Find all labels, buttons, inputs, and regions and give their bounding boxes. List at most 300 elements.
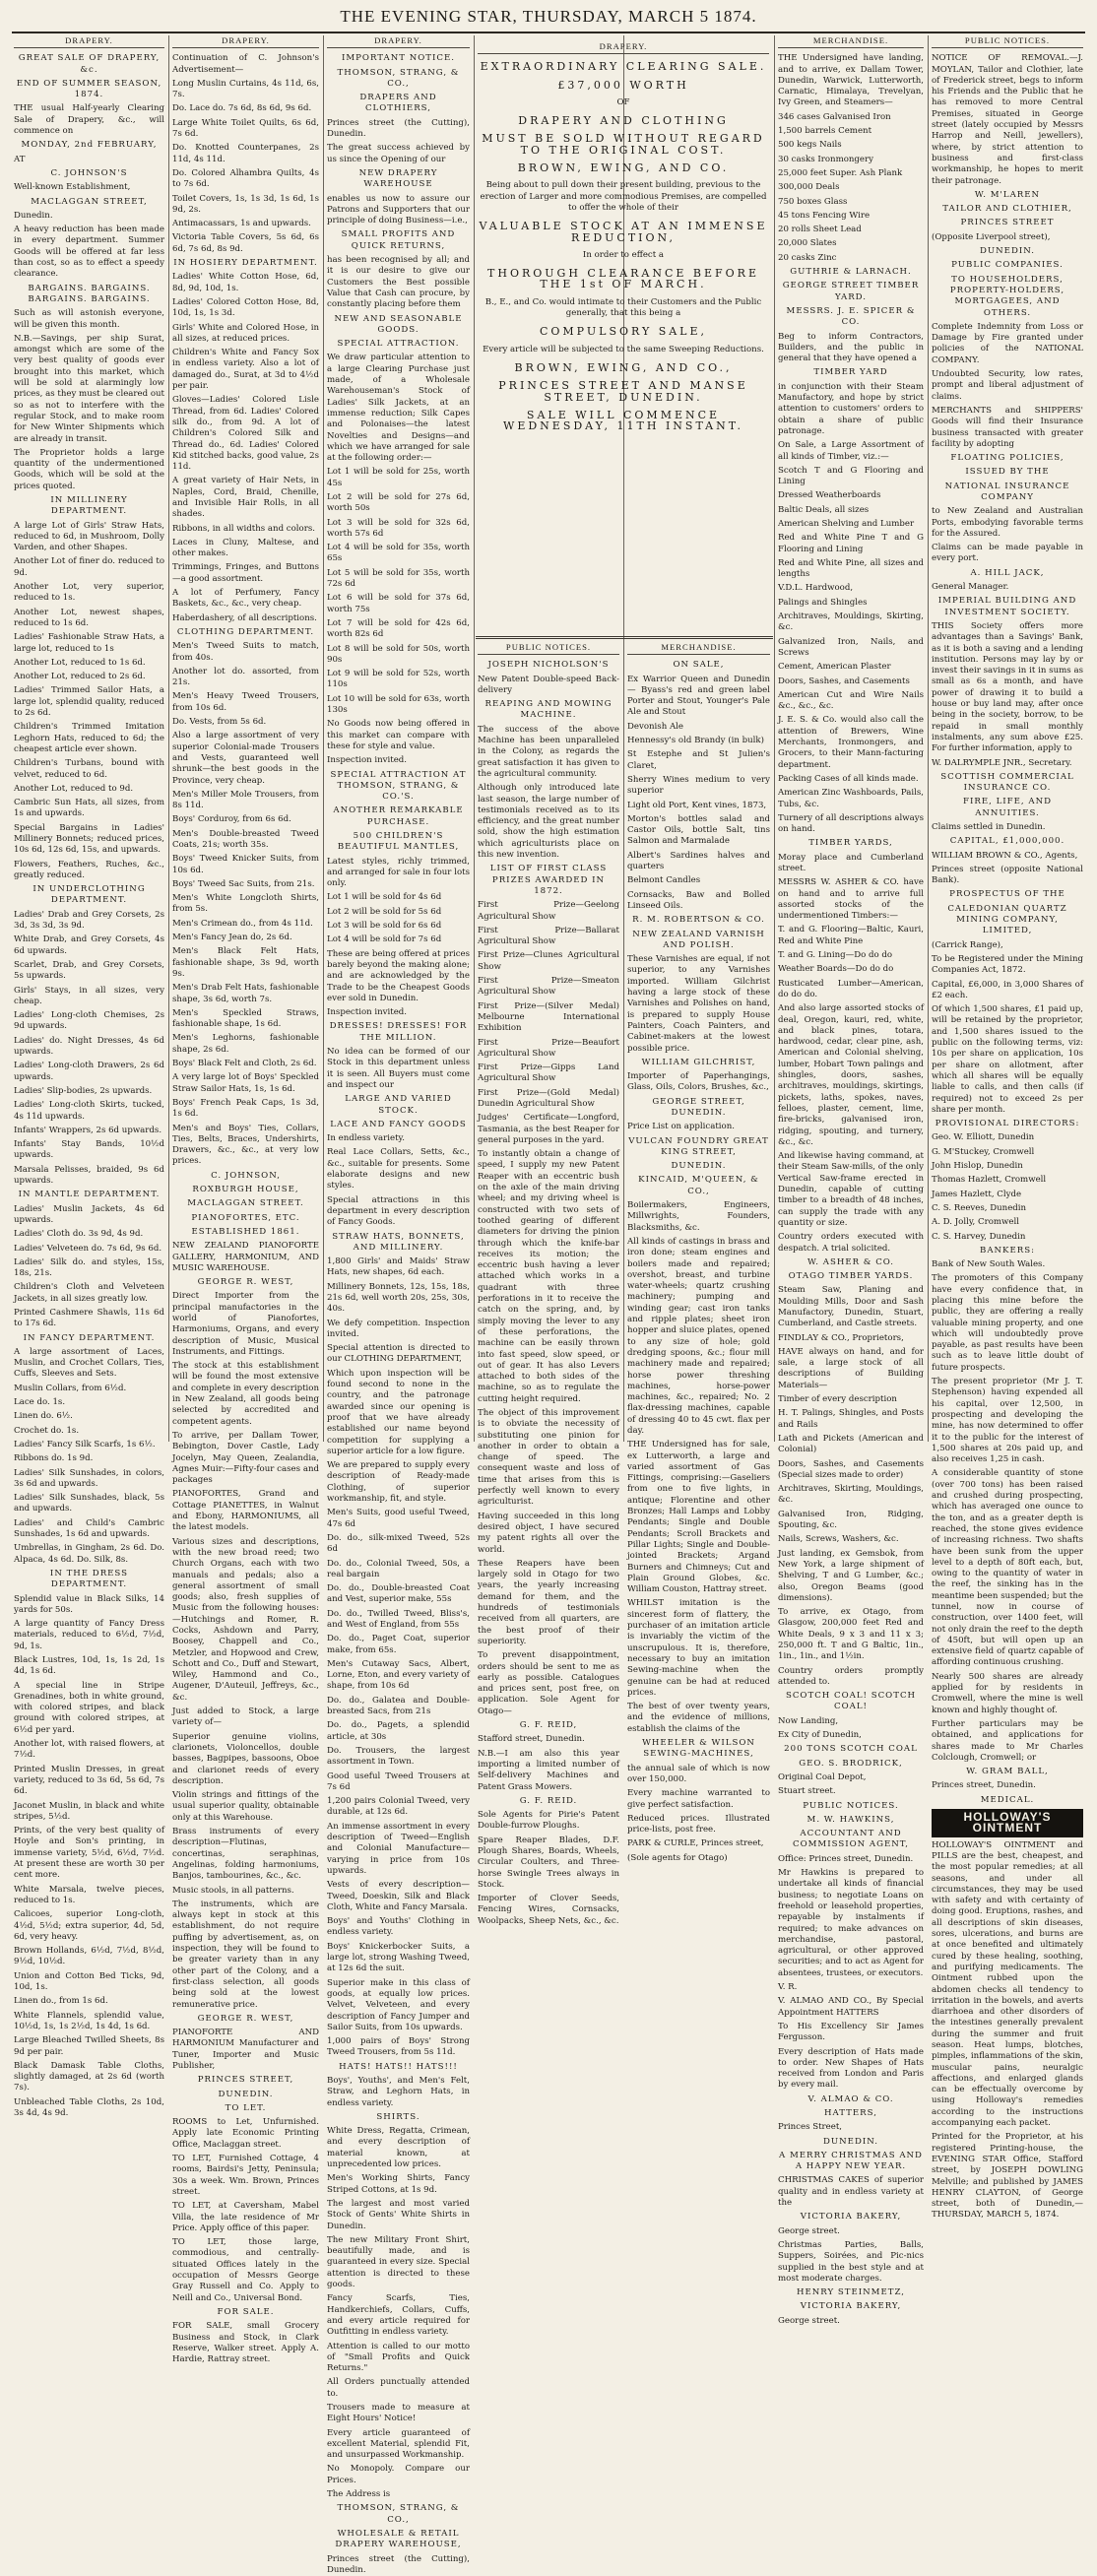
ad-text-line: Complete Indemnity from Loss or Damage by Fire granted under policies of the NATIONAL COMPANY. (932, 321, 1083, 365)
ad-text-line: Various sizes and descriptions, with the new broad reed; two Church Organs, each with two manuals and pedals; also a general assortment of small goods; also, fresh supplies of Music from the following houses:—Hutchings and Romer, R. Cocks, Ashdown and Parry, Boosey, Chappell and Co., Metzler, and Hopwood and Crew, Schott and Co., Duff and Stewart, Wiley, Hammond and Co., Augener, D'Auteuil, Jeffreys, &c., &c. (172, 1536, 319, 1703)
column-drapery-thomson-strang (327, 35, 470, 2575)
ad-heading-line: CLOTHING DEPARTMENT. (176, 626, 315, 637)
ad-text-line: Another Lot, reduced to 2s 6d. (14, 672, 146, 682)
ad-text-line: The best of over twenty years, and the evidence of millions, establish the claims of the (627, 1702, 770, 1734)
ad-text-line: A considerable quantity of stone (over 700 tons) has been raised and crushed during prospecting, which has averaged one ounce to the ton, and as a greater depth is reached, the stone gives evidence of increasing richness. Two shafts have been sunk from the upper level to a depth of 80ft each, but, owing to the quantity of water in the reef, the sinking has in the meantime been suspended; but the tunnel, now in course of construction, over 1400 feet, will not only drain the reef to the depth of 450ft, but will open up an extensive field of quartz capable of affording continuous crushing. (932, 1468, 1083, 1668)
ad-text-line: Lace do. 1s. (14, 1397, 66, 1408)
ad-text-line: Ladies' Velveteen do. 7s 6d, 9s 6d. (14, 1243, 162, 1254)
ad-text-line: Men's Leghorns, fashionable shape, 2s 6d. (172, 1033, 319, 1055)
ad-text-line: Ladies' Cloth do. 3s 9d, 4s 9d. (14, 1229, 144, 1240)
ad-text-line: Of which 1,500 shares, £1 paid up, will be retained by the proprietor, and 1,500 shares issued to the public on the following terms, viz: 10s per share on application, 10s per share on allotment, after which all shares will be equally liable to calls, and then calls (if required) not to exceed 2s per share per month. (932, 1004, 1083, 1115)
ad-heading-line: IN THE DRESS DEPARTMENT. (49, 1568, 129, 1590)
holloway-banner: HOLLOWAY'S OINTMENT (932, 1809, 1083, 1837)
ad-text-line: And also large assorted stocks of deal, Oregon, kauri, red, white, and black pines, totara, hardwood, cedar, clear pine, ash, American and Colonial shelving, lumber, Hobart Town palings and shingles, doors, sashes, architraves, mouldings, skirtings, pickets, laths, spokes, naves, felloes, plaster, cement, lime, fire-bricks, galvanised iron, ridging, spouting, and turnery, &c., &c. (778, 1003, 924, 1147)
ad-text-line: The stock at this establishment will be found the most extensive and complete in every description in New Zealand, all goods being selected by accredited and competent agents. (172, 1361, 319, 1427)
ad-text-line: PIANOFORTE AND HARMONIUM Manufacturer and Tuner, Importer and Music Publisher, (172, 2028, 319, 2071)
ad-text-line: Lath and Pickets (American and Colonial) (778, 1433, 924, 1455)
ad-text-line: Lot 7 will be sold for 42s 6d, worth 82s 6d (327, 617, 470, 640)
ad-text-line: Palings and Shingles (778, 597, 868, 608)
ad-heading-line: VULCAN FOUNDRY GREAT KING STREET, (628, 1135, 769, 1157)
ad-text-line: Black Lustres, 10d, 1s, 1s 2d, 1s 4d, 1s 6d. (14, 1655, 164, 1677)
ad-text-line: Red and White Pine T and G Flooring and Lining (778, 533, 924, 554)
ad-heading-line: DUNEDIN. (823, 2136, 878, 2147)
ad-heading-line: HATS! HATS!! HATS!!! (339, 2061, 458, 2072)
ad-text-line: American Cut and Wire Nails &c., &c., &c. (778, 689, 924, 712)
ad-heading-line: DUNEDIN. (218, 2089, 274, 2099)
ad-text-line: the annual sale of which is now over 150,000. (627, 1763, 770, 1784)
ad-heading-line: MESSRS. J. E. SPICER & CO. (786, 305, 916, 328)
ad-text-line: John Hislop, Dunedin (932, 1161, 1023, 1172)
ad-text-line: T. and G. Flooring—Baltic, Kauri, Red and White Pine (778, 925, 924, 946)
ad-text-line: Do. do., silk-mixed Tweed, 52s 6d (327, 1532, 470, 1555)
ad-text-line: G. M'Stuckey, Cromwell (932, 1146, 1035, 1157)
ad-text-line: Country orders executed with despatch. A trial solicited. (778, 1232, 924, 1254)
ad-heading-line: G. F. REID, (519, 1720, 578, 1731)
ad-text-line: The Proprietor holds a large quantity of the undermentioned Goods, which will be sold at the prices quoted. (14, 447, 164, 491)
ad-text-line: A heavy reduction has been made in every department. Summer Goods will be offered at far less than cost, so as to effect a speedy clearance. (14, 225, 164, 280)
ad-heading-line: IMPERIAL BUILDING AND INVESTMENT SOCIETY. (937, 596, 1077, 617)
ad-text-line: FOR SALE, small Grocery Business and Stock, in Clark Reserve, Walker street. Apply A. Hardie, Rattray street. (172, 2321, 319, 2365)
ad-text-line: The present proprietor (Mr J. T. Stephenson) having expended all his capital, over 12,500, in prospecting and developing the mine, has now determined to offer it to the public for the interest of 1,500 shares at 20s paid up, and also receives 1,25 in cash. (932, 1377, 1083, 1465)
ad-heading-line: GEORGE STREET, DUNEDIN. (652, 1096, 745, 1118)
ad-text-line: Infants' Stay Bands, 10½d upwards. (14, 1139, 164, 1161)
ad-heading-line: WILLIAM GILCHRIST, (641, 1057, 756, 1067)
ad-text-line: 25,000 feet Super. Ash Plank (778, 167, 903, 178)
ad-text-line: Children's White and Fancy Sox in endless variety. Also a lot of damaged do., Surat, at 3d to 4½d per pair. (172, 348, 319, 392)
ad-heading-line: DRAPERY AND CLOTHING (518, 114, 729, 128)
ad-text-line: Do. do., Colonial Tweed, 50s, a real bargain (327, 1558, 470, 1579)
ad-text-line: has been recognised by all; and it is our desire to give our Customers the Best possible Value that Cash can procure, by constantly placing before them (327, 255, 470, 310)
ad-text-line: Haberdashery, of all descriptions. (172, 612, 317, 623)
ad-text-line: Ladies' Colored Cotton Hose, 8d, 10d, 1s, 1s 3d. (172, 296, 319, 319)
ad-text-line: Dunedin. (14, 210, 53, 221)
ad-text-line: Do. do., Pagets, a splendid article, at 30s (327, 1720, 470, 1742)
ad-heading-line: W. GRAM BALL, (966, 1767, 1049, 1777)
ad-text-line: Ladies' do. Night Dresses, 4s 6d upwards. (14, 1035, 164, 1058)
ad-text-line: Boys' Corduroy, from 6s 6d. (172, 814, 291, 825)
ad-text-line: Ribbons do. 1s 9d. (14, 1453, 94, 1464)
ad-heading-line: ESTABLISHED 1861. (191, 1226, 300, 1237)
ad-text-line: Lot 1 will be sold for 4s 6d (327, 892, 442, 903)
ad-text-line: Boys' Tweed Sac Suits, from 21s. (172, 878, 315, 889)
article-body (172, 53, 319, 2365)
ad-text-line: Children's Cloth and Velveteen Jackets, in all sizes greatly low. (14, 1282, 164, 1304)
ad-text-line: 45 tons Fencing Wire (778, 210, 871, 221)
ad-text-line: 1,200 pairs Colonial Tweed, very durable, at 12s 6d. (327, 1796, 470, 1818)
ad-text-line: White Drab, and Grey Corsets, 4s 6d upwards. (14, 934, 164, 956)
ad-heading-line: BROWN, EWING, AND CO., (514, 360, 733, 374)
ad-text-line: Another lot do. assorted, from 21s. (172, 666, 319, 688)
ad-text-line: Just added to Stock, a large variety of— (172, 1707, 319, 1728)
ad-text-line: We are prepared to supply every description of Ready-made Clothing, of superior workmanship, fit, and style. (327, 1460, 470, 1505)
ad-heading-line: W. ASHER & CO. (807, 1256, 895, 1267)
ad-text-line: Special attention is directed to our CLOTHING DEPARTMENT, (327, 1343, 470, 1365)
ad-text-line: B., E., and Co. would intimate to their Customers and the Public generally, that this being a (484, 296, 762, 319)
ad-text-line: Lot 4 will be sold for 7s 6d (327, 934, 442, 945)
ad-heading-line: GUTHRIE & LARNACH. (790, 267, 912, 278)
ad-heading-line: DUNEDIN. (980, 246, 1035, 257)
ad-heading-line: IN FANCY DEPARTMENT. (23, 1332, 156, 1343)
ad-text-line: Inspection invited. (327, 755, 408, 766)
ad-text-line: Nearly 500 shares are already applied for by residents in Cromwell, where the mine is well known and highly thought of. (932, 1671, 1083, 1715)
ad-text-line: TO LET, Furnished Cottage, 4 rooms, Bairdsi's Jetty, Peninsula; 30s a week. Wm. Brown, Princes street. (172, 2154, 319, 2197)
ad-text-line: Scotch T and G Flooring and Lining (778, 465, 924, 487)
section-heading: DRAPERY. (14, 35, 164, 48)
ad-heading-line: GREAT SALE OF DRAPERY, &c. (18, 53, 161, 75)
ad-text-line: Another Lot, reduced to 1s 6d. (14, 657, 146, 668)
ad-text-line: V.D.L. Hardwood, (778, 583, 854, 594)
ad-text-line: Architraves, Skirting, Mouldings, &c. (778, 1484, 924, 1506)
ad-text-line: Children's Trimmed Imitation Leghorn Hats, reduced to 6d; the cheapest article ever shown. (14, 722, 164, 754)
ad-heading-line: 200 TONS SCOTCH COAL (784, 1744, 918, 1755)
ad-text-line: Devonish Ale (627, 721, 684, 732)
ad-text-line: Ladies' Fancy Silk Scarfs, 1s 6½. (14, 1439, 156, 1449)
ad-text-line: TO LET, those large, commodious, and centrally-situated Offices lately in the occupation of Messrs George Gray Russell and Co. Apply to Neill and Co., Universal Bond. (172, 2237, 319, 2303)
ad-text-line: H. T. Palings, Shingles, and Posts and Rails (778, 1408, 924, 1430)
ad-heading-line: TO LET. (225, 2102, 267, 2113)
ad-text-line: George street. (778, 2225, 840, 2236)
ad-text-line: In order to effect a (582, 249, 665, 260)
article-body (932, 53, 1083, 2221)
column-merchandise-timber (778, 35, 924, 2326)
ad-text-line: Direct Importer from the principal manufactories in the world of Pianofortes, Harmoniums, Organs, and every description of Music, Musical Instruments, and Fittings. (172, 1291, 319, 1357)
ad-text-line: Turnery of all descriptions always on hand. (778, 812, 924, 835)
ad-text-line: W. DALRYMPLE JNR., Secretary. (932, 757, 1072, 768)
ad-text-line: Inspection invited. (327, 1007, 408, 1018)
ad-text-line: To arrive, per Dallam Tower, Bebington, Dover Castle, Lady Jocelyn, May Queen, Zealandia, Agnes Muir:—Fifty-four cases and packages (172, 1430, 319, 1486)
ad-text-line: Sherry Wines medium to very superior (627, 774, 770, 797)
ad-text-line: MESSRS W. ASHER & CO. have on hand and to arrive full assorted stocks of the undermentioned Timbers:— (778, 877, 924, 922)
ad-text-line: Another Lot, reduced to 9d. (14, 783, 134, 794)
ad-text-line: A large Lot of Girls' Straw Hats, reduced to 6d, in Mushroom, Dolly Varden, and other Shapes. (14, 520, 164, 553)
ad-text-line: Girls' White and Colored Hose, in all sizes, at reduced prices. (172, 322, 319, 344)
ad-heading-line: IMPORTANT NOTICE. (341, 53, 456, 64)
column-merchandise-lower (627, 642, 770, 1863)
ad-text-line: V. R. (778, 1982, 798, 1993)
article-body (327, 53, 470, 2576)
ad-text-line: Capital, £6,000, in 3,000 Shares of £2 each. (932, 979, 1083, 1000)
ad-text-line: Ribbons, in all widths and colors. (172, 523, 315, 534)
ad-heading-line: SCOTTISH COMMERCIAL INSURANCE CO. (940, 771, 1074, 794)
article-body (778, 53, 924, 2327)
ad-heading-line: NEW DRAPERY WAREHOUSE (358, 167, 438, 190)
ad-text-line: Men's Working Shirts, Fancy Striped Cottons, at 1s 9d. (327, 2173, 470, 2195)
column-public-notices-companies (932, 35, 1083, 2221)
ad-text-line: Mr Hawkins is prepared to undertake all kinds of financial business; to negotiate Loans on freehold or leasehold properties, repayable by instalments if required; to make advances on merchandise, pastoral, agricultural, or other approved securities; and to act as Agent for absentees, trustees, or executors. (778, 1868, 924, 1978)
ad-text-line: Superior make in this class of goods, at equally low prices. Velvet, Velveteen, and every description of Fancy Jumper and Sailor Suits, from 10s upwards. (327, 1977, 470, 2032)
ad-text-line: 20,000 Slates (778, 238, 837, 249)
ad-text-line: TO LET, at Caversham, Mabel Villa, the late residence of Mr Price. Apply office of this paper. (172, 2201, 319, 2233)
column-rule (928, 35, 929, 1442)
ad-text-line: Judges' Certificate—Longford, Tasmania, as the best Reaper for general purposes in the yard. (478, 1113, 619, 1145)
ad-heading-line: NEW AND SEASONABLE GOODS. (334, 313, 463, 335)
ad-text-line: 20 rolls Sheet Lead (778, 225, 862, 235)
ad-text-line: Belmont Candles (627, 875, 701, 886)
section-heading: DRAPERY. (172, 35, 319, 48)
ad-text-line: Fancy Scarfs, Ties, Handkerchiefs, Collars, Cuffs, and every article required for Outfitting in endless variety. (327, 2293, 470, 2338)
ad-text-line: Boilermakers, Engineers, Millwrights, Founders, Blacksmiths, &c. (627, 1200, 770, 1233)
ad-text-line: Importer of Clover Seeds, Fencing Wires, Cornsacks, Woolpacks, Sheep Nets, &c., &c. (478, 1894, 619, 1926)
ad-text-line: Hennessy's old Brandy (in bulk) (627, 736, 764, 746)
ad-text-line: J. E. S. & Co. would also call the attention of Brewers, Wine Merchants, Ironmongers, and Grocers, to their Mann-facturing department. (778, 715, 924, 770)
ad-text-line: THE Undersigned have landing, and to arrive, ex Dallam Tower, Dunedin, Warwick, Lutterworth, Carnatic, Himalaya, Trevelyan, Ivy Green, and Steamers— (778, 53, 924, 108)
ad-text-line: Bank of New South Wales. (932, 1259, 1046, 1270)
ad-text-line: Men's and Boys' Ties, Collars, Ties, Belts, Braces, Undershirts, Drawers, &c., &c., at very low prices. (172, 1123, 319, 1167)
ad-text-line: Continuation of C. Johnson's Advertisement— (172, 53, 319, 75)
ad-text-line: Which upon inspection will be found second to none in the country, and the patronage awarded since our opening is proof that we have already established our name beyond competition for supplying a superior article for a low figure. (327, 1368, 470, 1456)
ad-heading-line: DRAPERS AND CLOTHIERS, (359, 93, 437, 114)
section-heading: DRAPERY. (327, 35, 470, 48)
ad-heading-line: THOROUGH CLEARANCE BEFORE THE 1st OF MARCH. (487, 267, 759, 291)
ad-heading-line: PROSPECTUS OF THE (949, 889, 1065, 900)
ad-heading-line: WHEELER & WILSON SEWING-MACHINES, (642, 1738, 755, 1760)
ad-text-line: Do. do., Twilled Tweed, Bliss's, and West of England, from 55s (327, 1608, 470, 1630)
ad-text-line: The great success achieved by us since the Opening of our (327, 143, 470, 164)
ad-text-line: Men's Suits, good useful Tweed, 47s 6d (327, 1508, 470, 1529)
ad-text-line: FINDLAY & CO., Proprietors, (778, 1332, 904, 1343)
section-divider (476, 636, 773, 639)
ad-text-line: Another lot, with raised flowers, at 7½d. (14, 1739, 164, 1761)
ad-text-line: 346 cases Galvanised Iron (778, 111, 891, 122)
ad-text-line: Morton's bottles salad and Castor Oils, bottle Salt, tins Salmon and Marmalade (627, 813, 770, 847)
ad-text-line: Infants' Wrappers, 2s 6d upwards. (14, 1125, 162, 1135)
ad-text-line: Such as will astonish everyone, will be given this month. (14, 308, 164, 330)
ad-heading-line: PIANOFORTES, ETC. (191, 1212, 300, 1223)
ad-text-line: Nails, Screws, Washers, &c. (778, 1534, 899, 1545)
ad-text-line: Printed Muslin Dresses, in great variety, reduced to 3s 6d, 5s 6d, 7s 6d. (14, 1764, 164, 1797)
ad-heading-line: R. M. ROBERTSON & CO. (632, 915, 765, 926)
ad-text-line: Lot 9 will be sold for 52s, worth 110s (327, 669, 470, 690)
ad-text-line: Original Coal Depot, (778, 1771, 867, 1782)
ad-text-line: Lot 6 will be sold for 37s 6d, worth 75s (327, 593, 470, 614)
ad-text-line: Weather Boards—Do do do (778, 964, 894, 975)
ad-heading-line: KINCAID, M'QUEEN, & CO., (638, 1175, 759, 1196)
ad-text-line: Victoria Table Covers, 5s 6d, 6s 6d, 7s 6d, 8s 9d. (172, 232, 319, 254)
ad-heading-line: BROWN, EWING, AND CO. (517, 161, 730, 175)
ad-heading-line: WHOLESALE & RETAIL DRAPERY WAREHOUSE, (335, 2528, 462, 2550)
ad-text-line: Large Bleached Twilled Sheets, 8s 9d per pair. (14, 2035, 164, 2057)
ad-text-line: First Prize—(Silver Medal) Melbourne International Exhibition (478, 1000, 619, 1034)
ad-heading-line: IN MILLINERY DEPARTMENT. (50, 494, 128, 517)
ad-text-line: Do. Vests, from 5s 6d. (172, 717, 267, 728)
ad-text-line: White Dress, Regatta, Crimean, and every description of material known, at unprecedented low prices. (327, 2126, 470, 2170)
ad-heading-line: W. M'LAREN (974, 189, 1041, 200)
ad-text-line: Men's White Longcloth Shirts, from 5s. (172, 893, 319, 915)
ad-heading-line: A MERRY CHRISTMAS AND A HAPPY NEW YEAR. (779, 2150, 923, 2172)
ad-heading-line: SPECIAL ATTRACTION AT THOMSON, STRANG, & CO.'S. (330, 769, 467, 803)
ad-text-line: New Patent Double-speed Back-delivery (478, 674, 619, 695)
ad-heading-line: GEORGE STREET TIMBER YARD. (782, 281, 920, 302)
ad-text-line: We draw particular attention to a large Clearing Purchase just made, of a Wholesale Warehouseman's Stock of Ladies' Silk Jackets, at an immense reduction; Silk Capes and Polonaises—the latest Novelties and Designs—and which we have arranged for sale at the following order:— (327, 353, 470, 464)
ad-text-line: ROOMS to Let, Unfurnished. Apply late Economic Printing Office, Maclaggan street. (172, 2117, 319, 2150)
ad-text-line: Special Bargains in Ladies' Millinery Bonnets; reduced prices, 10s 6d, 12s 6d, 15s, and upwards. (14, 822, 164, 856)
ad-heading-line: LARGE AND VARIED STOCK. (345, 1094, 452, 1116)
ad-text-line: Vests of every description—Tweed, Doeskin, Silk and Black Cloth, White and Fancy Marsala. (327, 1880, 470, 1912)
ad-heading-line: GEORGE R. WEST, (197, 1277, 294, 1288)
ad-text-line: Steam Saw, Planing and Moulding Mills, Door and Sash Manufactory, Dunedin, Stuart, Cumberland, and Castle streets. (778, 1285, 924, 1329)
ad-text-line: Splendid value in Black Silks, 14 yards for 50s. (14, 1593, 164, 1615)
ad-text-line: Also a large assortment of very superior Colonial-made Trousers and Vests, guaranteed well shrunk—the best goods in the Province, very cheap. (172, 731, 319, 786)
ad-heading-line: ROXBURGH HOUSE, (192, 1185, 299, 1195)
ad-heading-line: JOSEPH NICHOLSON'S (487, 660, 610, 671)
ad-text-line: Now Landing, (778, 1715, 839, 1726)
ad-text-line: No Goods now being offered in this market can compare with these for style and value. (327, 719, 470, 751)
ad-text-line: Boys' Tweed Knicker Suits, from 10s 6d. (172, 854, 319, 875)
ad-text-line: C. S. Harvey, Dunedin (932, 1231, 1026, 1242)
ad-text-line: Ladies' and Child's Cambric Sunshades, 1s 6d and upwards. (14, 1517, 164, 1540)
ad-text-line: Stuart street. (778, 1786, 836, 1797)
ad-text-line: The object of this improvement is to obviate the necessity of substituting one pinion for another in order to obtain a change of speed. The consequent waste and loss of time that arises from this is perfectly well known to every agriculturist. (478, 1408, 619, 1508)
ad-text-line: Another Lot, very superior, reduced to 1s. (14, 582, 164, 604)
ad-heading-line: NATIONAL INSURANCE COMPANY (944, 481, 1070, 502)
ad-heading-line: SMALL PROFITS AND QUICK RETURNS, (341, 229, 456, 251)
ad-heading-line: PROVISIONAL DIRECTORS: (935, 1119, 1080, 1129)
ad-text-line: Trousers made to measure at Eight Hours' Notice! (327, 2403, 470, 2424)
ad-text-line: Printed for the Proprietor, at his registered Printing-house, the EVENING STAR Office, Stafford street, by JOSEPH DOWLING Melville; and published by JAMES HENRY CLAYTON, of George street, both of Dunedin,—THURSDAY, MARCH 5, 1874. (932, 2132, 1083, 2221)
ad-text-line: Baltic Deals, all sizes (778, 504, 870, 515)
ad-text-line: Ladies' Fashionable Straw Hats, a large lot, reduced to 1s (14, 632, 164, 654)
ad-text-line: St Estephe and St Julien's Claret, (627, 749, 770, 771)
ad-text-line: THE Undersigned has for sale, ex Lutterworth, a large and varied assortment of Gas Fittings, comprising:—Gaseliers from one to five lights, in antique; Florentine and other Bronzes; Hall Lamps and Lobby Pendants; Single and Double Pendants; Scroll Brackets and Pillar Lights; Single and Double-jointed Brackets; Argand Burners and Chimneys; Cut and Plain Ground Globes, &c. William Couston, Hattray street. (627, 1440, 770, 1595)
ad-heading-line: ACCOUNTANT AND COMMISSION AGENT, (793, 1829, 909, 1850)
ad-text-line: Princes street (the Cutting), Dunedin. (327, 117, 470, 140)
ad-text-line: A large assortment of Laces, Muslin, and Crochet Collars, Ties, Cuffs, Sleeves and Sets. (14, 1346, 164, 1380)
ad-text-line: An immense assortment in every description of Tweed—English and Colonial Manufacture—varying in price from 10s upwards. (327, 1821, 470, 1876)
ad-text-line: Special attractions in this department in every description of Fancy Goods. (327, 1194, 470, 1228)
ad-heading-line: REAPING AND MOWING MACHINE. (484, 699, 613, 721)
ad-text-line: PARK & CURLE, Princes street, (627, 1838, 764, 1849)
ad-heading-line: ISSUED BY THE (965, 467, 1050, 478)
ad-text-line: To instantly obtain a change of speed, I supply my new Patent Reaper with an eccentric bush on the axle of the main driving wheel; and my driving wheel is constructed with two sets of toothed gearing of different diameters for driving the pinion through which the knife-bar receives its motion; the eccentric bush having a lever attached which works in a quadrant with three perforations in it to receive the catch on the spring, and, by simply moving the lever to any of these perforations, the machine can be easily thrown into fast speed, slow speed, or out of gear. It has also Levers attached to both sides of the machine, so as to regulate the cutting height required. (478, 1149, 619, 1404)
ad-text-line: Umbrellas, in Gingham, 2s 6d. Do. Alpaca, 4s 6d. Do. Silk, 8s. (14, 1543, 164, 1565)
ad-text-line: MERCHANTS and SHIPPERS' Goods will find their Insurance business transacted with greater facility by adopting (932, 405, 1083, 449)
ad-text-line: Dressed Weatherboards (778, 490, 881, 501)
ad-text-line: Violin strings and fittings of the usual superior quality, obtainable only at this Warehouse. (172, 1790, 319, 1823)
ad-text-line: Boys' Knickerbocker Suits, a large lot, strong Washing Tweed, at 12s 6d the suit. (327, 1941, 470, 1974)
ad-text-line: Superior genuine violins, clarionets, Violoncellos, double basses, Bagpipes, bassoons, Oboe and clarionet reeds of every description. (172, 1731, 319, 1786)
ad-text-line: The Address is (327, 2489, 391, 2500)
ad-text-line: Laces in Cluny, Maltese, and other makes. (172, 537, 319, 559)
ad-text-line: Princes street (opposite National Bank). (932, 864, 1083, 886)
ad-heading-line: PRINCES STREET (960, 218, 1055, 228)
ad-text-line: WILLIAM BROWN & CO., Agents, (932, 850, 1078, 861)
ad-text-line: Do. Knotted Counterpanes, 2s 11d, 4s 11d. (172, 143, 319, 164)
ad-text-line: N.B.—I am also this year importing a limited number of Self-delivery Machines and Patent Grass Mowers. (478, 1748, 619, 1792)
ad-text-line: Ladies' Silk do. and styles, 15s, 18s, 21s. (14, 1256, 164, 1279)
ad-heading-line: THOMSON, STRANG, & CO., (337, 2503, 460, 2525)
ad-text-line: To His Excellency Sir James Fergusson. (778, 2021, 924, 2043)
ad-heading-line: LIST OF FIRST CLASS PRIZES AWARDED IN 1872. (489, 864, 608, 896)
ad-heading-line: HENRY STEINMETZ, (796, 2287, 906, 2298)
ad-text-line: Princes street (the Cutting), Dunedin. (327, 2553, 470, 2575)
ad-text-line: Men's Heavy Tweed Trousers, from 10s 6d. (172, 691, 319, 713)
ad-text-line: First Prize—Clunes Agricultural Show (478, 950, 619, 972)
ad-text-line: First Prize—Smeaton Agricultural Show (478, 976, 619, 998)
ad-text-line: Lot 1 will be sold for 25s, worth 45s (327, 467, 470, 488)
ad-heading-line: EXTRAORDINARY CLEARING SALE. (480, 60, 767, 74)
ad-text-line: James Hazlett, Clyde (932, 1189, 1022, 1199)
ad-text-line: Gloves—Ladies' Colored Lisle Thread, from 6d. Ladies' Colored silk do., from 9d. A lot of Children's Colored Silk and Thread do., 6d. Ladies' Colored Kid stitched backs, good value, 2s 11d. (172, 395, 319, 473)
ad-text-line: Prints, of the very best quality of Hoyle and Son's printing, in immense variety, 5½d, 6½d, 7½d. At present these are worth 30 per cent more. (14, 1826, 164, 1881)
ad-text-line: Ladies' Long-cloth Chemises, 2s 9d upwards. (14, 1010, 164, 1032)
ad-text-line: 1,800 Girls' and Maids' Straw Hats, new shapes, 6d each. (327, 1256, 470, 1278)
ad-heading-line: BANKERS: (980, 1245, 1035, 1256)
ad-heading-line: IN MANTLE DEPARTMENT. (18, 1190, 161, 1200)
ad-text-line: First Prize—Beaufort Agricultural Show (478, 1037, 619, 1059)
ad-text-line: We defy competition. Inspection invited. (327, 1318, 470, 1339)
ad-heading-line: HATTERS, (824, 2107, 877, 2118)
ad-heading-line: MEDICAL. (980, 1794, 1035, 1805)
ad-text-line: Muslin Collars, from 6½d. (14, 1383, 127, 1393)
ad-text-line: Office: Princes street, Dunedin. (778, 1853, 914, 1864)
ad-text-line: Ladies' Long-cloth Skirts, tucked, 4s 11d upwards. (14, 1100, 164, 1122)
ad-text-line: PIANOFORTES, Grand and Cottage PIANETTES, in Walnut and Ebony, HARMONIUMS, all the latest models. (172, 1489, 319, 1533)
ad-text-line: Boys', Youths', and Men's Felt, Straw, and Leghorn Hats, in endless variety. (327, 2075, 470, 2108)
ad-text-line: to New Zealand and Australian Ports, embodying favorable terms for the Assured. (932, 506, 1083, 539)
ad-heading-line: STRAW HATS, BONNETS, AND MILLINERY. (332, 1231, 465, 1253)
ad-text-line: Lot 2 will be sold for 27s 6d, worth 50s (327, 491, 470, 514)
ad-text-line: Claims can be made payable in every port. (932, 543, 1083, 564)
ad-text-line: AT (14, 154, 26, 164)
ad-text-line: Light old Port, Kent vines, 1873, (627, 800, 767, 810)
ad-text-line: All Orders punctually attended to. (327, 2377, 470, 2399)
ad-text-line: 750 boxes Glass (778, 196, 848, 207)
ad-text-line: T. and G. Lining—Do do do (778, 950, 893, 961)
ad-text-line: Christmas Parties, Balls, Suppers, Soirées, and Pic-nics supplied in the best style and at most moderate charges. (778, 2239, 924, 2284)
ad-text-line: Linen do. 6½. (14, 1411, 73, 1422)
ad-text-line: Girls' Stays, in all sizes, very cheap. (14, 985, 164, 1006)
ad-text-line: Do. do., Galatea and Double-breasted Sacs, from 21s (327, 1695, 470, 1717)
ad-text-line: Ladies' Silk Sunshades, black, 5s and upwards. (14, 1493, 164, 1514)
ad-text-line: Ladies' Trimmed Sailor Hats, a large lot, splendid quality, reduced to 2s 6d. (14, 685, 164, 719)
ad-text-line: Men's Double-breasted Tweed Coats, 21s; worth 35s. (172, 828, 319, 850)
ad-text-line: Attention is called to our motto of "Small Profits and Quick Returns." (327, 2341, 470, 2374)
ad-text-line: Ex City of Dunedin, (778, 1730, 862, 1741)
newspaper-title: THE EVENING STAR, THURSDAY, MARCH 5 1874. (340, 7, 757, 26)
ad-text-line: N.B.—Savings, per ship Surat, amongst which are some of the very best quality of goods ever brought into this market, which will be sold at alarmingly low prices, as they must be cleared out so as not to interfere with the regular Stock, and to make room for New Winter Shipments which are already in transit. (14, 333, 165, 444)
ad-text-line: Beg to inform Contractors, Builders, and the public in general that they have opened a (778, 331, 924, 364)
ad-text-line: WHILST imitation is the sincerest form of flattery, the purchaser of an imitation article is invariably the victim of the unscrupulous. It is, therefore, necessary to buy an imitation Sewing-machine when the genuine can be had at reduced prices. (627, 1598, 770, 1698)
ad-heading-line: MACLAGGAN STREET. (187, 1198, 304, 1209)
ad-text-line: HAVE always on hand, and for sale, a large stock of all descriptions of Building Materials— (778, 1346, 924, 1390)
ad-text-line: Men's Speckled Straws, fashionable shape, 1s 6d. (172, 1007, 319, 1030)
section-heading: DRAPERY. (478, 41, 769, 54)
ad-text-line: White Flannels, splendid value, 10½d, 1s, 1s 2½d, 1s 4d, 1s 6d. (14, 2010, 164, 2031)
column-drapery-johnson (14, 35, 165, 2118)
ad-text-line: HOLLOWAY'S OINTMENT and PILLS are the best, cheapest, and the most popular remedies; at all seasons, and under all circumstances, they may be used with safety and with certainty of doing good. Eruptions, rashes, and all descriptions of skin diseases, sores, ulcerations, and burns are at once benefited and ultimately cured by these healing, soothing, and purifying medicaments. The Ointment rubbed upon the abdomen checks all tendency to irritation in the bowels, and averts diarrhoea and other disorders of the intestines generally prevalent during the summer and fruit season. Heat lumps, blotches, pimples, inflammations of the skin, muscular pains, neuralgic affections, and enlarged glands can be effectually overcome by using Holloway's remedies according to the instructions accompanying each packet. (932, 1839, 1083, 2129)
ad-heading-line: GEO. S. BRODRICK, (799, 1758, 903, 1769)
ad-heading-line: MACLAGGAN STREET, (31, 196, 148, 207)
ad-text-line: in conjunction with their Steam Manufactory, and hope by strict attention to customers' orders to obtain a share of public patronage. (778, 381, 924, 436)
ad-text-line: Ladies' Drab and Grey Corsets, 2s 3d, 3s 3d, 3s 9d. (14, 909, 164, 932)
ad-text-line: Ladies' Slip-bodies, 2s upwards. (14, 1085, 153, 1096)
ad-text-line: Ex Warrior Queen and Dunedin— Byass's red and green label Porter and Stout, Younger's Pale Ale and Stout (627, 674, 770, 718)
ad-text-line: 500 kegs Nails (778, 140, 842, 151)
ad-text-line: Toilet Covers, 1s, 1s 3d, 1s 6d, 1s 9d, 2s. (172, 193, 319, 215)
ad-text-line: These Varnishes are equal, if not superior, to any Varnishes imported. William Gilchrist having a large stock of these Varnishes and Polishes on hand, is prepared to supply House Painters, Coach Painters, and Cabinet-makers at the lowest possible price. (627, 954, 770, 1054)
column-rule (474, 35, 475, 1442)
ad-text-line: Good useful Tweed Trousers at 7s 6d (327, 1771, 470, 1792)
ad-heading-line: GEORGE R. WEST, (197, 2013, 294, 2024)
ad-text-line: Unbleached Table Cloths, 2s 10d, 3s 4d, 4s 9d. (14, 2096, 164, 2118)
ad-text-line: THIS Society offers more advantages than a Savings' Bank, as it is both a saving and a lending institution. Persons may lay by or invest their savings in it in sums as small as 6s a month, and have power of drawing it to build a house or buy land may, after once being in the society, borrow, to be repaid in small monthly instalments, any sum above £25. For further information, apply to (932, 620, 1083, 754)
column-rule (323, 35, 324, 1442)
ad-text-line: Do. Trousers, the largest assortment in Town. (327, 1745, 470, 1768)
ad-text-line: Children's Turbans, bound with velvet, reduced to 6d. (14, 758, 164, 780)
ad-text-line: Every article will be subjected to the same Sweeping Reductions. (483, 344, 764, 354)
ad-text-line: Princes street, Dunedin. (932, 1780, 1036, 1791)
ad-heading-line: VICTORIA BAKERY, (800, 2301, 902, 2312)
